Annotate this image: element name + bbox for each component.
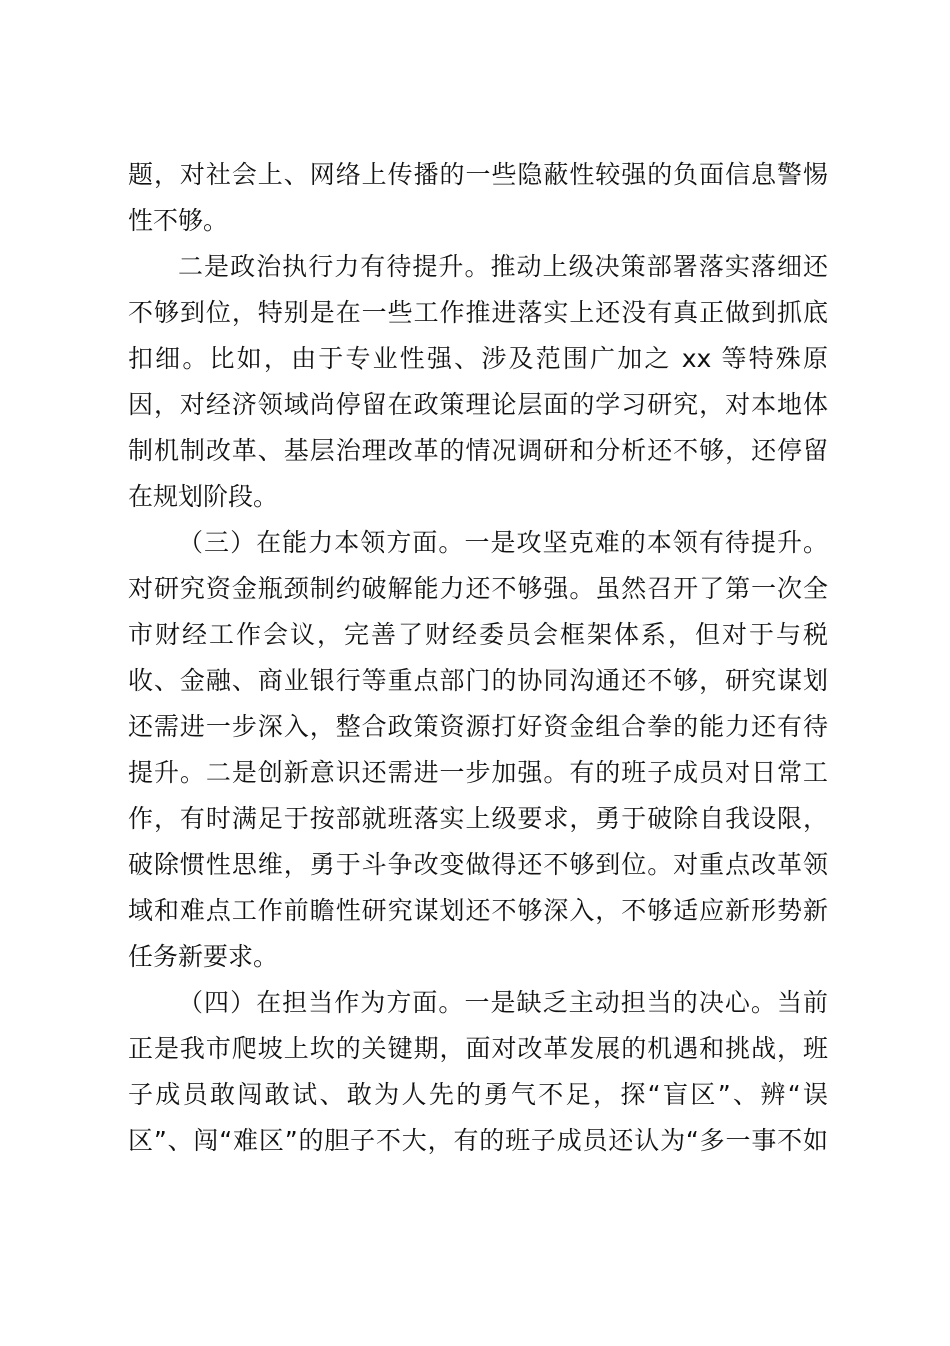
text-line: 题，对社会上、网络上传播的一些隐蔽性较强的负面信息警惕: [128, 160, 828, 189]
text-line: （四）在担当作为方面。一是缺乏主动担当的决心。当前: [178, 988, 828, 1017]
text-line: 作，有时满足于按部就班落实上级要求，勇于破除自我设限，: [128, 804, 828, 833]
text-line: 扣细。比如，由于专业性强、涉及范围广加之 xx 等特殊原: [128, 344, 828, 373]
text-line: 市财经工作会议，完善了财经委员会框架体系，但对于与税: [128, 620, 828, 649]
text-line: 提升。二是创新意识还需进一步加强。有的班子成员对日常工: [128, 758, 828, 787]
text-line: 对研究资金瓶颈制约破解能力还不够强。虽然召开了第一次全: [128, 574, 828, 603]
text-line: （三）在能力本领方面。一是攻坚克难的本领有待提升。: [178, 528, 828, 557]
text-line: 因，对经济领域尚停留在政策理论层面的学习研究，对本地体: [128, 390, 828, 419]
text-line: 正是我市爬坡上坎的关键期，面对改革发展的机遇和挑战，班: [128, 1034, 828, 1063]
text-line: 域和难点工作前瞻性研究谋划还不够深入，不够适应新形势新: [128, 896, 828, 925]
text-line: 性不够。: [128, 206, 229, 235]
text-line: 子成员敢闯敢试、敢为人先的勇气不足，探“盲区”、辨“误: [128, 1080, 828, 1109]
text-line: 任务新要求。: [128, 942, 279, 971]
text-line: 不够到位，特别是在一些工作推进落实上还没有真正做到抓底: [128, 298, 828, 327]
text-line: 制机制改革、基层治理改革的情况调研和分析还不够，还停留: [128, 436, 828, 465]
document-body: [128, 152, 828, 1164]
text-line: 二是政治执行力有待提升。推动上级决策部署落实落细还: [178, 252, 828, 281]
text-line: 在规划阶段。: [128, 482, 279, 511]
text-line: 还需进一步深入，整合政策资源打好资金组合拳的能力还有待: [128, 712, 828, 741]
text-line: 收、金融、商业银行等重点部门的协同沟通还不够，研究谋划: [128, 666, 828, 695]
text-line: 区”、闯“难区”的胆子不大，有的班子成员还认为“多一事不如: [128, 1126, 828, 1155]
text-line: 破除惯性思维，勇于斗争改变做得还不够到位。对重点改革领: [128, 850, 828, 879]
